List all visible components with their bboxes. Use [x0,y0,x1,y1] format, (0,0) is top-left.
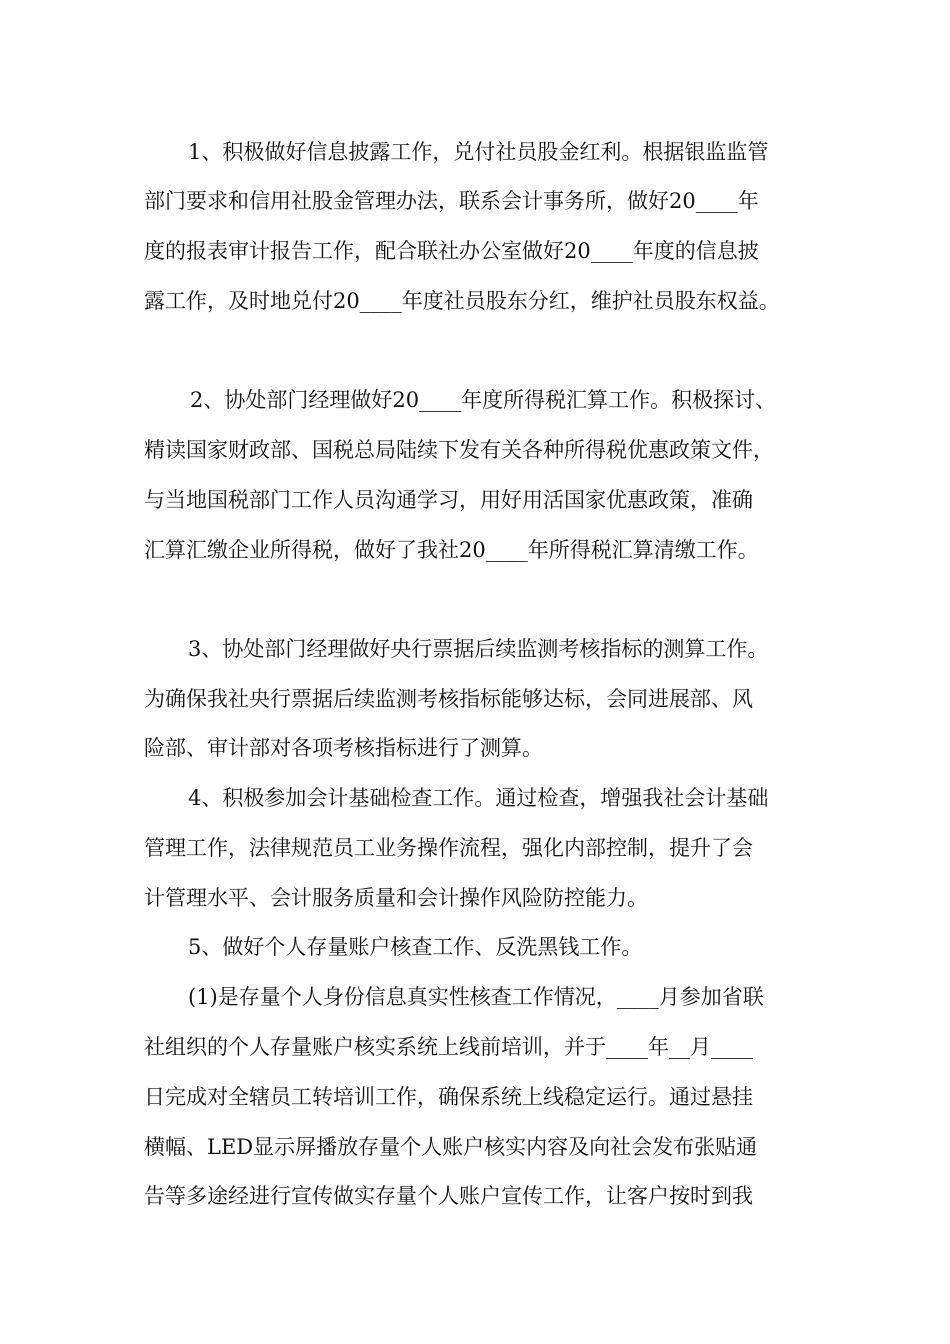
paragraph-4-line-2: 管理工作，法律规范员工业务操作流程，强化内部控制，提升了会 [144,836,753,860]
paragraph-1-line-1: 1、积极做好信息披露工作，兑付社员股金红利。根据银监监管 [188,140,769,164]
paragraph-6-line-4: 横幅、LED显示屏播放存量个人账户核实内容及向社会发布张贴通 [144,1135,758,1159]
paragraph-6-line-1: (1)是存量个人身份信息真实性核查工作情况，____月参加省联 [188,985,764,1009]
paragraph-2-line-4: 汇算汇缴企业所得税，做好了我社20____年所得税汇算清缴工作。 [144,538,759,562]
paragraph-3-line-2: 为确保我社央行票据后续监测考核指标能够达标，会同进展部、风 [144,687,753,711]
paragraph-6-line-3: 日完成对全辖员工转培训工作，确保系统上线稳定运行。通过悬挂 [144,1085,753,1109]
paragraph-3-line-3: 险部、审计部对各项考核指标进行了测算。 [144,736,543,760]
paragraph-4-line-3: 计管理水平、会计服务质量和会计操作风险防控能力。 [144,886,648,910]
paragraph-2-line-1: 2、协处部门经理做好20____年度所得税汇算工作。积极探讨、 [190,388,777,412]
paragraph-1-line-4: 露工作，及时地兑付20____年度社员股东分红，维护社员股东权益。 [144,289,780,313]
paragraph-4-line-1: 4、积极参加会计基础检查工作。通过检查，增强我社会计基础 [188,786,769,810]
paragraph-1-line-2: 部门要求和信用社股金管理办法，联系会计事务所，做好20____年 [144,189,759,213]
paragraph-6-line-2: 社组织的个人存量账户核实系统上线前培训，并于____年__月____ [144,1035,753,1059]
paragraph-5-line-1: 5、做好个人存量账户核查工作、反洗黑钱工作。 [188,935,643,959]
paragraph-1-line-3: 度的报表审计报告工作，配合联社办公室做好20____年度的信息披 [144,239,759,263]
paragraph-6-line-5: 告等多途经进行宣传做实存量个人账户宣传工作，让客户按时到我 [144,1184,753,1208]
paragraph-2-line-2: 精读国家财政部、国税总局陆续下发有关各种所得税优惠政策文件， [144,438,774,462]
paragraph-2-line-3: 与当地国税部门工作人员沟通学习，用好用活国家优惠政策，准确 [144,488,753,512]
paragraph-3-line-1: 3、协处部门经理做好央行票据后续监测考核指标的测算工作。 [188,637,769,661]
